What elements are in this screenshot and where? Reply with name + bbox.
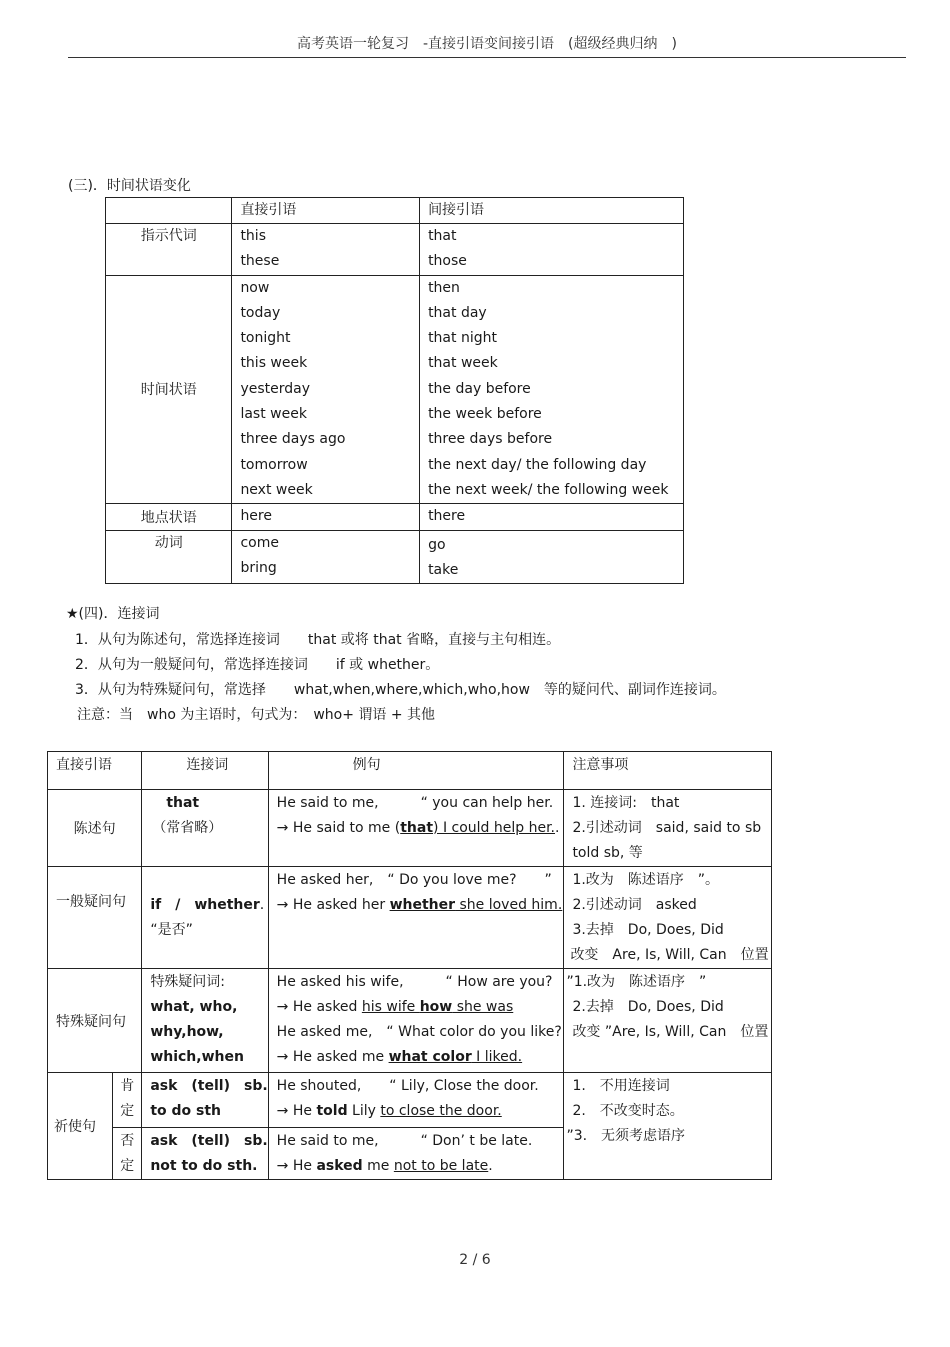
conj-statement: that （常省略）	[142, 790, 268, 867]
list-item: the next day/ the following day	[428, 456, 647, 473]
indirect-place: there	[420, 504, 684, 530]
list-item: next week	[240, 481, 313, 498]
list-item: three days ago	[240, 431, 346, 448]
category-demonstrative: 指示代词	[106, 224, 232, 276]
list-item: now	[240, 279, 270, 296]
header-example: 例句	[268, 752, 564, 790]
section-title-time-adverbials: (三)．时间状语变化	[68, 178, 191, 194]
header-conjunction: 连接词	[142, 752, 268, 790]
list-item: then	[428, 279, 460, 296]
list-item: the day before	[428, 380, 531, 397]
type-special-question: 特殊疑问句	[48, 969, 142, 1073]
header-indirect: 间接引语	[420, 198, 684, 224]
list-item: tomorrow	[240, 456, 308, 473]
page-header: 高考英语一轮复习 -直接引语变间接引语 (超级经典归纳 )	[68, 33, 906, 58]
conj-general-question: if / whether. “是否”	[142, 867, 268, 969]
indirect-time-adverbials	[420, 275, 684, 504]
header-empty-cell	[106, 198, 232, 224]
header-direct-speech: 直接引语	[48, 752, 142, 790]
type-statement: 陈述句	[48, 790, 142, 867]
list-item: this week	[240, 355, 308, 372]
category-verb: 动词	[106, 530, 232, 584]
list-item: today	[240, 304, 281, 321]
example-special-question: He asked his wife, “ How are you? → He asked his wife how she was He asked me, “ What color do you like? → He asked me what color I liked.	[268, 969, 564, 1073]
list-item: 注意：当 who 为主语时，句式为： who+ 谓语 + 其他	[77, 707, 436, 723]
list-item: yesterday	[240, 380, 310, 397]
conj-negative: ask (tell) sb. not to do sth.	[142, 1128, 268, 1180]
list-item: tonight	[240, 330, 291, 347]
notes-imperative: 1. 不用连接词 2. 不改变时态。 ”3. 无须考虑语序	[564, 1073, 772, 1180]
example-statement: He said to me, “ you can help her. → He said to me (that) I could help her..	[268, 790, 564, 867]
notes-general-question: 1.改为 陈述语序 ”。 2.引述动词 asked 3.去掉 Do, Does, Did 改变 Are, Is, Will, Can 位置	[564, 867, 772, 969]
label-affirmative: 肯 定	[113, 1073, 142, 1128]
indirect-verbs: go take	[420, 530, 684, 584]
list-item: the week before	[428, 406, 542, 423]
example-affirmative: He shouted, “ Lily, Close the door. → He told Lily to close the door.	[268, 1073, 564, 1128]
list-item: last week	[240, 406, 307, 423]
type-imperative: 祈使句	[48, 1073, 113, 1180]
direct-demonstratives: this these	[232, 224, 420, 276]
type-general-question: 一般疑问句	[48, 867, 142, 969]
reported-speech-table	[47, 751, 772, 1180]
example-negative: He said to me, “ Don’ t be late. → He asked me not to be late.	[268, 1128, 564, 1180]
header-notes: 注意事项	[564, 752, 772, 790]
list-item: that week	[428, 355, 498, 372]
conj-affirmative: ask (tell) sb. to do sth	[142, 1073, 268, 1128]
list-item: three days before	[428, 431, 553, 448]
list-item: the next week/ the following week	[428, 481, 669, 498]
list-item: 1．从句为陈述句，常选择连接词 that 或将 that 省略，直接与主句相连。	[75, 632, 561, 648]
category-place-adverbial: 地点状语	[106, 504, 232, 530]
list-item: that night	[428, 330, 497, 347]
direct-time-adverbials	[232, 275, 420, 504]
section-title-conjunctions: ★(四)．连接词	[66, 606, 160, 622]
header-direct: 直接引语	[232, 198, 420, 224]
list-item: 2．从句为一般疑问句，常选择连接词 if 或 whether。	[75, 657, 440, 673]
conj-special-question: 特殊疑问词: what, who, why,how, which,when	[142, 969, 268, 1073]
conjunction-rules	[75, 628, 726, 728]
indirect-demonstratives: that those	[420, 224, 684, 276]
time-adverbial-table	[105, 197, 684, 584]
direct-place: here	[232, 504, 420, 530]
list-item: 3．从句为特殊疑问句，常选择 what,when,where,which,who,how 等的疑问代、副词作连接词。	[75, 682, 726, 698]
list-item: that day	[428, 304, 487, 321]
page-number: 2 / 6	[459, 1252, 491, 1268]
example-general-question: He asked her, “ Do you love me? ” → He asked her whether she loved him.	[268, 867, 564, 969]
notes-statement: 1. 连接词: that 2.引述动词 said, said to sb told sb, 等	[564, 790, 772, 867]
notes-special-question: ”1.改为 陈述语序 ” 2.去掉 Do, Does, Did 改变 ”Are, Is, Will, Can 位置	[564, 969, 772, 1073]
category-time-adverbial: 时间状语	[106, 275, 232, 504]
direct-verbs: come bring	[232, 530, 420, 584]
label-negative: 否 定	[113, 1128, 142, 1180]
